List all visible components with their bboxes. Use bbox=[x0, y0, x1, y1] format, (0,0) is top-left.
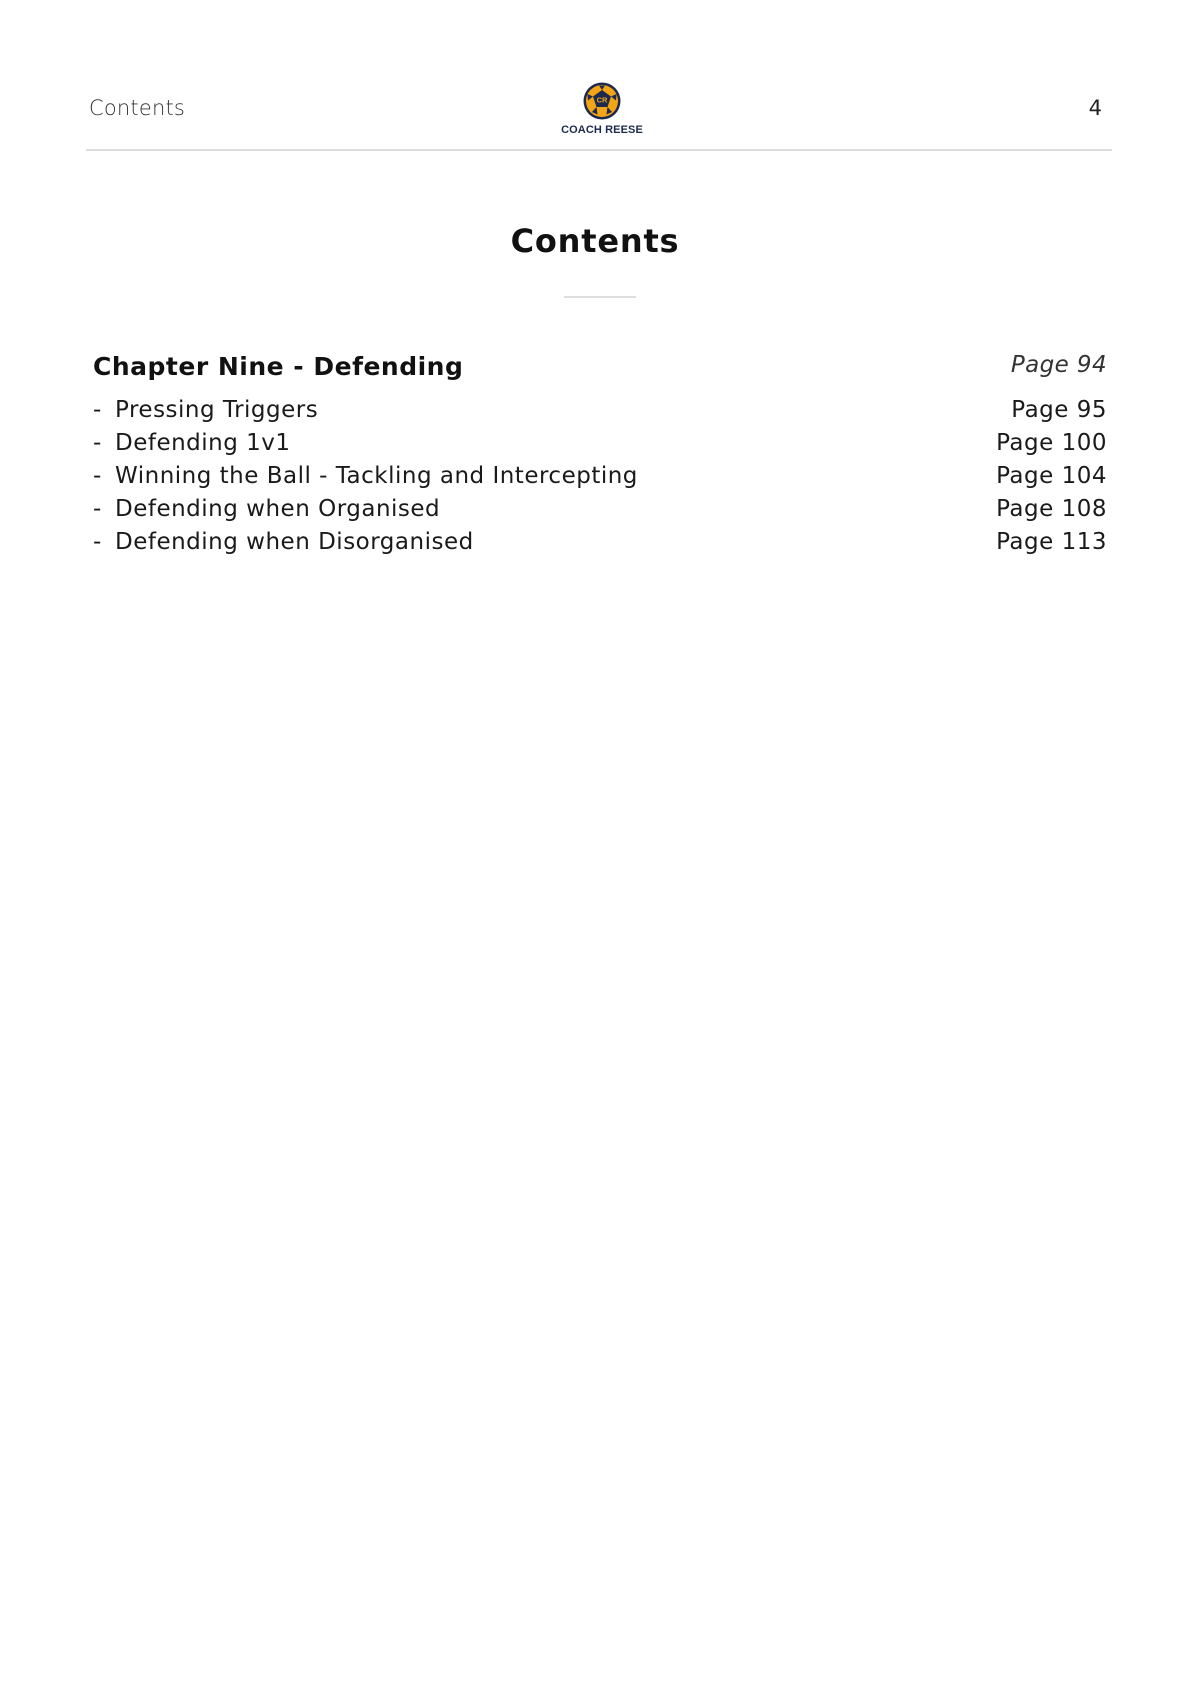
entry-bullet: - bbox=[93, 496, 102, 522]
logo-wordmark: COACH REESE bbox=[561, 124, 643, 136]
entry-page-ref: Page 95 bbox=[1011, 397, 1107, 423]
entry-label: Defending 1v1 bbox=[115, 430, 291, 456]
entry-label: Defending when Organised bbox=[115, 496, 441, 522]
chapter-heading-row[interactable] bbox=[93, 352, 1107, 386]
toc-entry[interactable] bbox=[93, 496, 1107, 529]
entry-page-ref: Page 100 bbox=[996, 430, 1107, 456]
entry-label: Winning the Ball - Tackling and Intercepting bbox=[115, 463, 638, 489]
toc-entry[interactable] bbox=[93, 430, 1107, 463]
entry-page-ref: Page 108 bbox=[996, 496, 1107, 522]
football-badge-icon bbox=[582, 81, 622, 121]
entry-page-ref: Page 113 bbox=[996, 529, 1107, 555]
chapter-title: Chapter Nine - Defending bbox=[93, 352, 464, 381]
entry-bullet: - bbox=[93, 397, 102, 423]
entry-page-ref: Page 104 bbox=[996, 463, 1107, 489]
title-divider bbox=[564, 296, 636, 298]
toc-entry[interactable] bbox=[93, 397, 1107, 430]
running-header-label: Contents bbox=[89, 96, 186, 120]
entry-label: Defending when Disorganised bbox=[115, 529, 474, 555]
header-divider bbox=[86, 149, 1112, 151]
toc-entry[interactable] bbox=[93, 463, 1107, 496]
page-header bbox=[86, 78, 1112, 150]
coach-reese-logo bbox=[556, 81, 646, 139]
toc-entry-list bbox=[93, 397, 1107, 562]
page-number: 4 bbox=[1088, 96, 1102, 120]
entry-bullet: - bbox=[93, 463, 102, 489]
svg-text:CR: CR bbox=[596, 95, 608, 105]
entry-bullet: - bbox=[93, 430, 102, 456]
page-title: Contents bbox=[510, 222, 680, 260]
entry-bullet: - bbox=[93, 529, 102, 555]
toc-entry[interactable] bbox=[93, 529, 1107, 562]
entry-label: Pressing Triggers bbox=[115, 397, 319, 423]
chapter-page-ref: Page 94 bbox=[1010, 352, 1107, 378]
